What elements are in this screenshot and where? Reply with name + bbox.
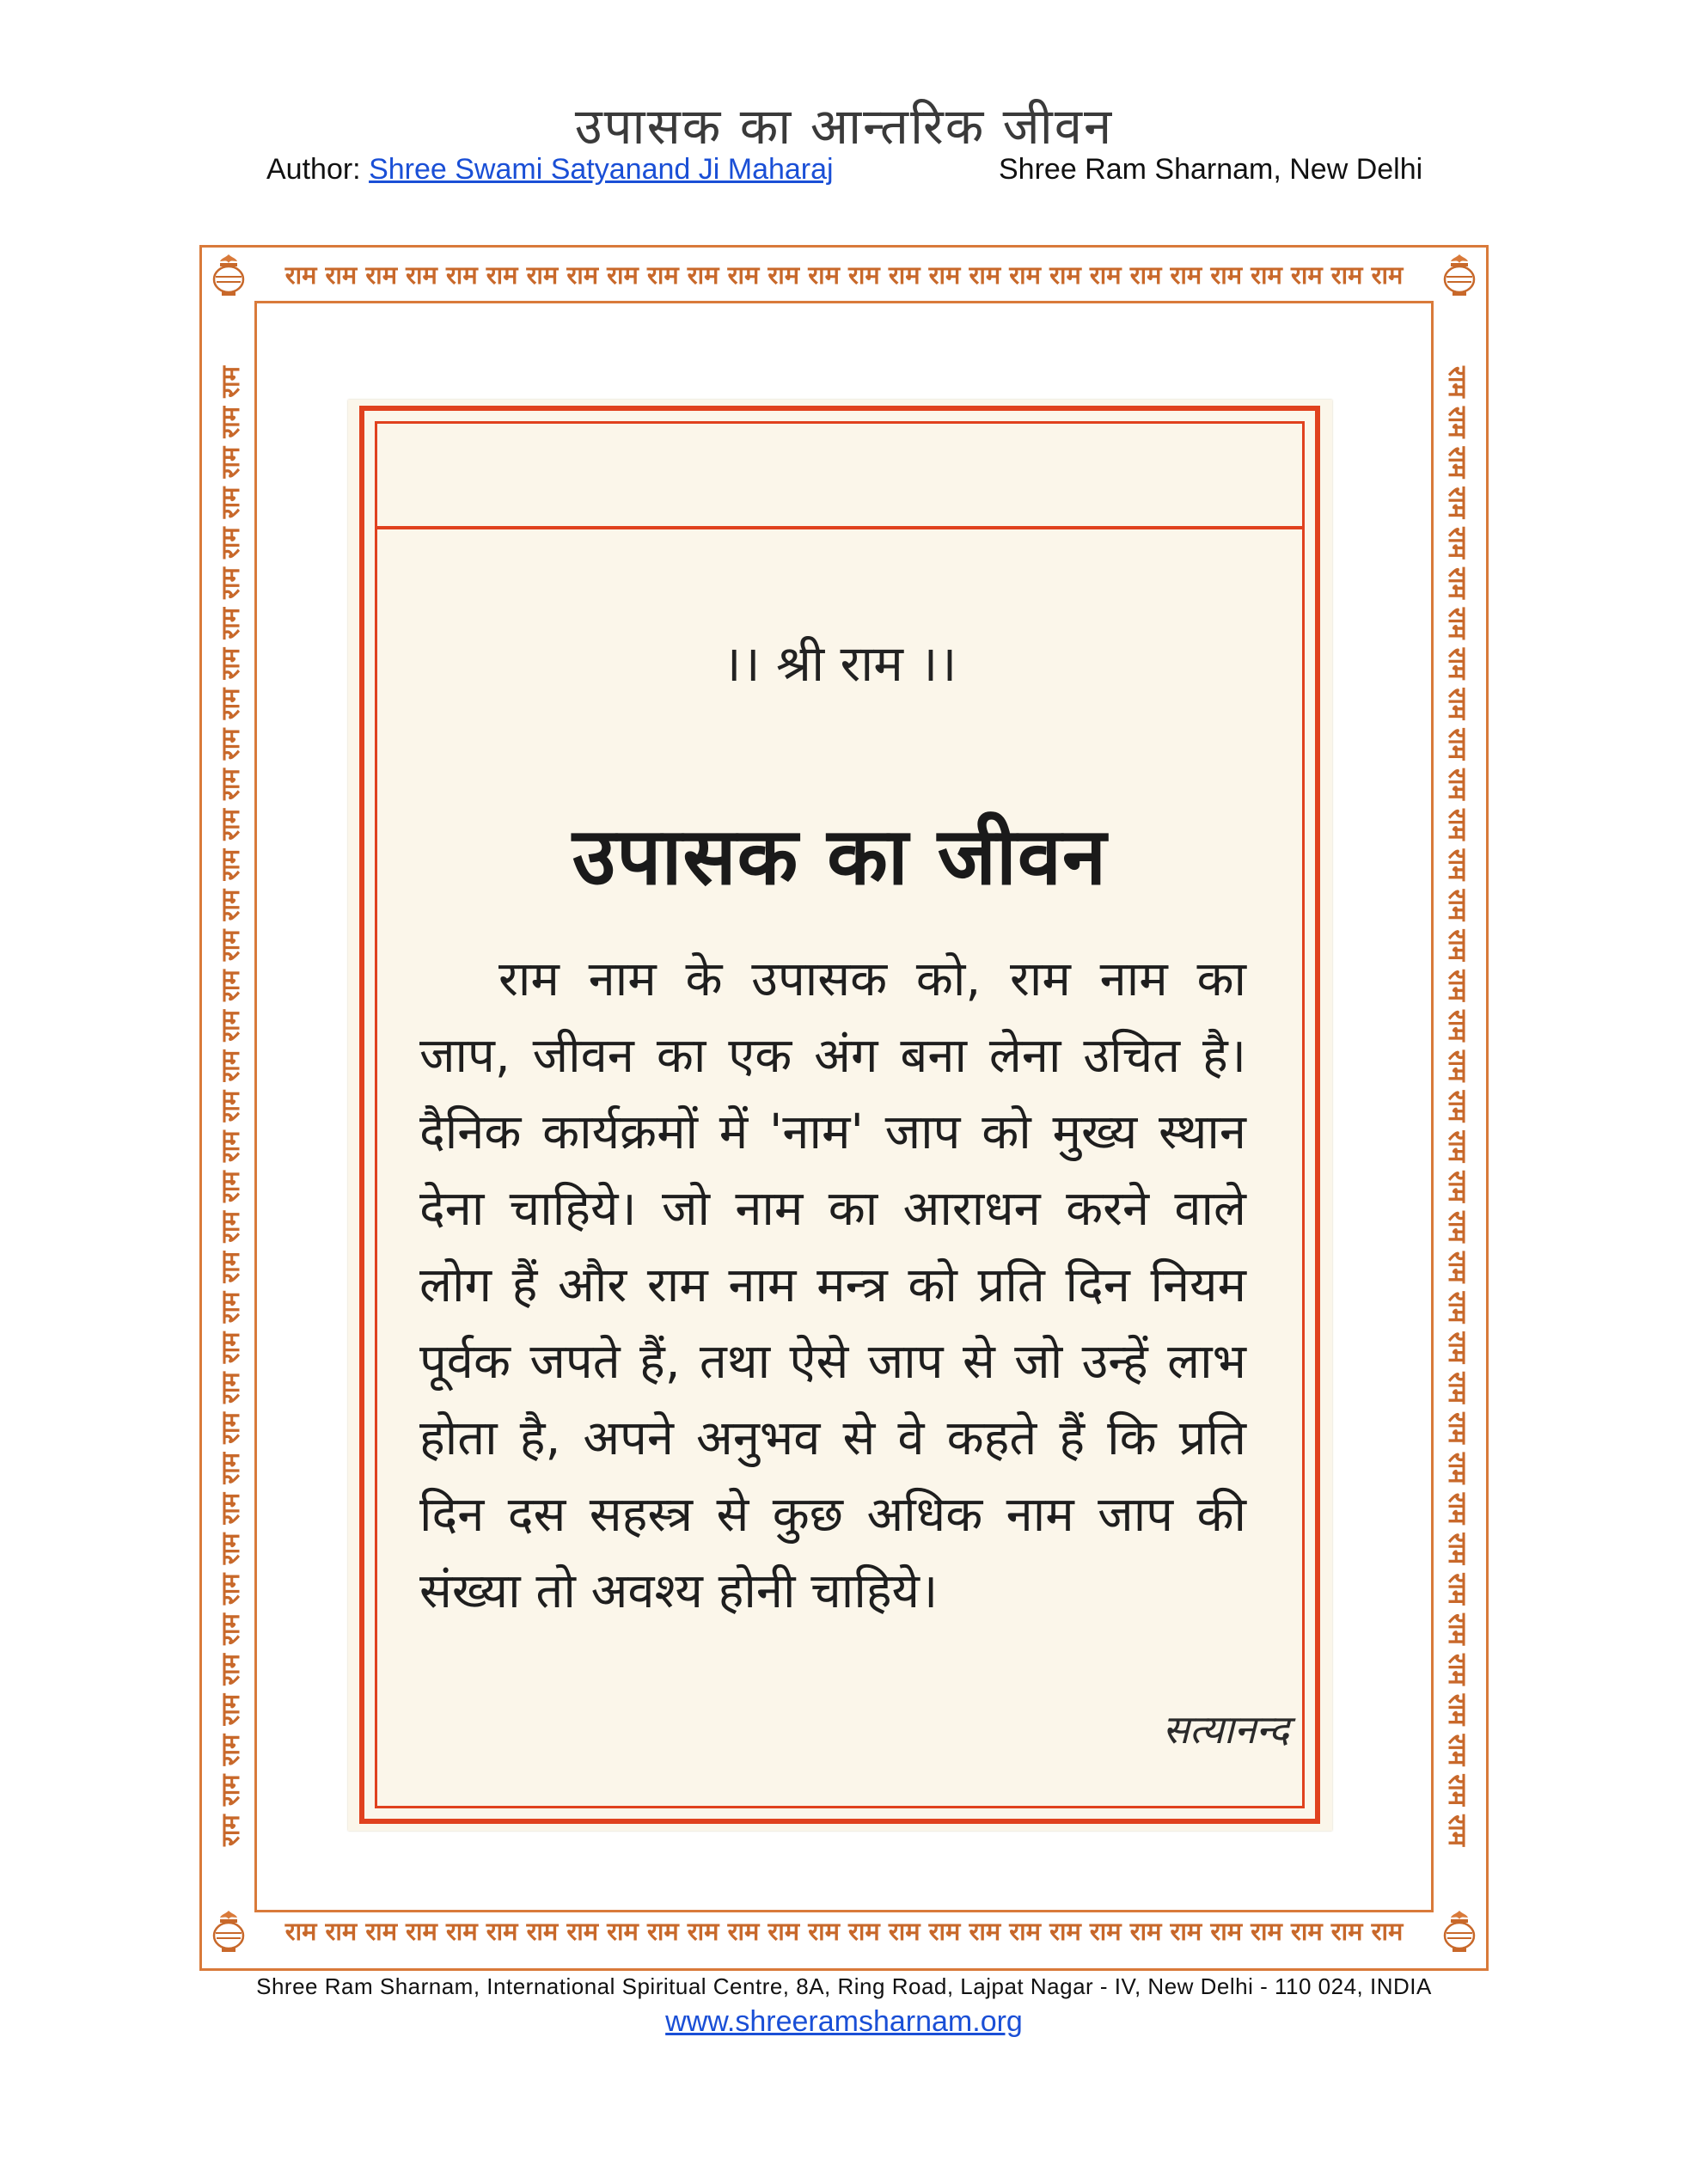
footer-url-container: [0, 2005, 1688, 2039]
signature: सत्यानन्द: [1162, 1706, 1289, 1753]
kalash-icon: [1435, 1907, 1483, 1955]
ram-border-bottom: राम राम राम राम राम राम राम राम राम राम राम राम राम राम राम राम राम राम राम राम राम राम राम राम राम राम राम राम: [284, 1917, 1404, 1946]
ram-border-left-text: राम राम राम राम राम राम राम राम राम राम राम राम राम राम राम राम राम राम राम राम राम राम राम राम राम राम राम राम राम राम राम राम राम राम राम राम राम: [216, 366, 245, 1846]
kalash-icon: [1435, 251, 1483, 299]
author-label: Author:: [266, 153, 361, 186]
website-link[interactable]: www.shreeramsharnam.org: [665, 2005, 1023, 2038]
kalash-icon: [205, 251, 253, 299]
document-title: उपासक का आन्तरिक जीवन: [574, 97, 1114, 156]
card-body-text: राम नाम के उपासक को, राम नाम का जाप, जीवन का एक अंग बना लेना उचित है। दैनिक कार्यक्रमों में 'नाम' जाप को मुख्य स्थान देना चाहिये। जो नाम का आराधन करने वाले लोग हैं और राम नाम मन्त्र को प्रति दिन नियम पूर्वक जपते हैं, तथा ऐसे जाप से जो उन्हें लाभ होता है, अपने अनुभव से वे कहते हैं कि प्रति दिन दस सहस्त्र से कुछ अधिक नाम जाप की संख्या तो अवश्य होनी चाहिये।: [419, 951, 1246, 1619]
kalash-icon: [205, 1907, 253, 1955]
ram-border-right: [1434, 320, 1482, 1893]
ram-border-top: राम राम राम राम राम राम राम राम राम राम राम राम राम राम राम राम राम राम राम राम राम राम राम राम राम राम राम राम: [284, 260, 1404, 290]
card-header-divider: [375, 526, 1305, 529]
ram-border-left: [206, 320, 254, 1893]
author-link[interactable]: Shree Swami Satyanand Ji Maharaj: [369, 153, 834, 186]
ram-border-right-text: राम राम राम राम राम राम राम राम राम राम राम राम राम राम राम राम राम राम राम राम राम राम राम राम राम राम राम राम राम राम राम राम राम राम राम राम राम: [1443, 366, 1472, 1846]
author-line: [266, 153, 834, 187]
card-invocation: ।। श्री राम ।।: [722, 634, 957, 693]
organization-name: Shree Ram Sharnam, New Delhi: [999, 153, 1423, 186]
footer-address: Shree Ram Sharnam, International Spiritual Centre, 8A, Ring Road, Lajpat Nagar - IV, New Delhi - 110 024, INDIA: [256, 1973, 1432, 1999]
card-title: उपासक का जीवन: [572, 811, 1108, 902]
